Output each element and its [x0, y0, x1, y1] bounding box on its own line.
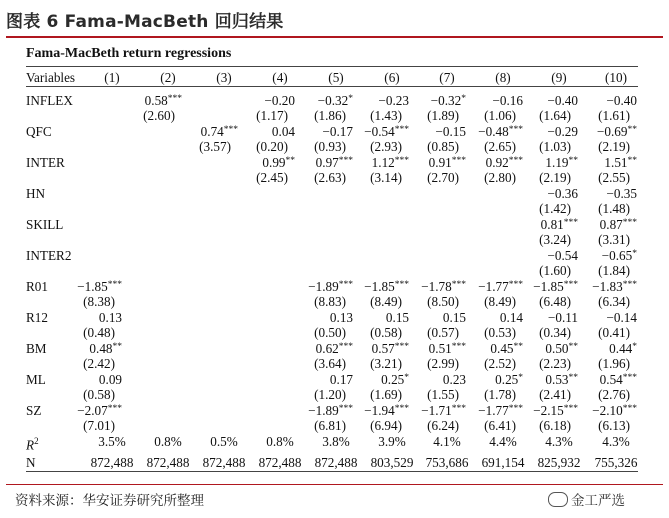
coefficient-cell: −0.16	[492, 93, 523, 108]
coefficient-cell: 0.53**	[545, 372, 578, 387]
figure-title: 图表 6 Fama-MacBeth 回归结果	[6, 12, 284, 32]
t-stat-cell: (2.80)	[484, 170, 516, 185]
coefficient-cell: 0.74***	[200, 124, 238, 139]
t-stat-cell: (0.58)	[83, 387, 115, 402]
coefficient-cell: 0.23	[442, 372, 466, 387]
coefficient-cell: −0.32*	[317, 93, 353, 108]
t-stat-cell: (2.45)	[256, 170, 288, 185]
row-label: ML	[26, 372, 46, 387]
coefficient-cell: 0.92***	[485, 155, 523, 170]
coefficient-cell: −0.54	[547, 248, 578, 263]
coefficient-cell: 0.45**	[490, 341, 523, 356]
source-note: 资料来源：华安证券研究所整理	[15, 493, 204, 509]
r2-cell: 3.5%	[98, 434, 126, 449]
coefficient-cell: −0.14	[606, 310, 637, 325]
coefficient-cell: −1.85***	[533, 279, 578, 294]
r2-cell: 3.9%	[378, 434, 406, 449]
r2-cell: 4.3%	[545, 434, 573, 449]
coefficient-cell: 0.25*	[495, 372, 523, 387]
t-stat-cell: (2.93)	[370, 139, 402, 154]
coefficient-cell: −1.77***	[478, 403, 523, 418]
coefficient-cell: 0.87***	[599, 217, 637, 232]
table-title: Fama-MacBeth return regressions	[26, 46, 232, 61]
column-header: (6)	[384, 70, 400, 85]
n-cell: 753,686	[425, 455, 469, 470]
coefficient-cell: −1.85***	[77, 279, 122, 294]
column-header-variables: Variables	[26, 70, 76, 85]
coefficient-cell: −0.65*	[601, 248, 637, 263]
coefficient-cell: −0.40	[606, 93, 637, 108]
watermark-text: 金工严选	[571, 493, 625, 509]
coefficient-cell: 0.25*	[381, 372, 409, 387]
t-stat-cell: (1.06)	[484, 108, 516, 123]
t-stat-cell: (1.64)	[539, 108, 571, 123]
row-label: R12	[26, 310, 48, 325]
coefficient-cell: −0.36	[547, 186, 578, 201]
coefficient-cell: 0.57***	[371, 341, 409, 356]
t-stat-cell: (0.34)	[539, 325, 571, 340]
t-stat-cell: (6.18)	[539, 418, 571, 433]
figure-header	[0, 0, 669, 37]
r2-label: $R^2$	[26, 436, 39, 453]
coefficient-cell: −1.85***	[364, 279, 409, 294]
coefficient-cell: 0.99**	[262, 155, 295, 170]
coefficient-cell: −0.20	[264, 93, 295, 108]
t-stat-cell: (1.55)	[427, 387, 459, 402]
coefficient-cell: 0.15	[442, 310, 466, 325]
t-stat-cell: (1.43)	[370, 108, 402, 123]
t-stat-cell: (0.48)	[83, 325, 115, 340]
t-stat-cell: (2.42)	[83, 356, 115, 371]
coefficient-cell: 0.50**	[545, 341, 578, 356]
t-stat-cell: (3.24)	[539, 232, 571, 247]
coefficient-cell: −0.54***	[364, 124, 409, 139]
n-label: N	[26, 455, 36, 470]
column-header: (2)	[160, 70, 176, 85]
t-stat-cell: (2.65)	[484, 139, 516, 154]
coefficient-cell: 0.97***	[315, 155, 353, 170]
t-stat-cell: (8.50)	[427, 294, 459, 309]
coefficient-cell: 0.13	[329, 310, 353, 325]
n-cell: 872,488	[146, 455, 190, 470]
wechat-icon	[548, 492, 568, 507]
coefficient-cell: −0.69**	[596, 124, 637, 139]
r2-cell: 0.5%	[210, 434, 238, 449]
coefficient-cell: −1.89***	[308, 279, 353, 294]
column-header: (7)	[439, 70, 455, 85]
coefficient-cell: 0.17	[329, 372, 353, 387]
t-stat-cell: (0.93)	[314, 139, 346, 154]
coefficient-cell: 0.14	[499, 310, 523, 325]
t-stat-cell: (2.76)	[598, 387, 630, 402]
t-stat-cell: (2.23)	[539, 356, 571, 371]
table-top-rule	[26, 66, 638, 67]
t-stat-cell: (2.70)	[427, 170, 459, 185]
coefficient-cell: −1.94***	[364, 403, 409, 418]
t-stat-cell: (1.60)	[539, 263, 571, 278]
t-stat-cell: (8.49)	[370, 294, 402, 309]
t-stat-cell: (3.31)	[598, 232, 630, 247]
t-stat-cell: (1.42)	[539, 201, 571, 216]
column-header: (8)	[495, 70, 511, 85]
row-label: QFC	[26, 124, 52, 139]
t-stat-cell: (3.21)	[370, 356, 402, 371]
r2-superscript: 2	[34, 436, 39, 446]
t-stat-cell: (2.63)	[314, 170, 346, 185]
t-stat-cell: (2.52)	[484, 356, 516, 371]
t-stat-cell: (1.61)	[598, 108, 630, 123]
coefficient-cell: 0.04	[271, 124, 295, 139]
t-stat-cell: (8.38)	[83, 294, 115, 309]
t-stat-cell: (6.24)	[427, 418, 459, 433]
r2-cell: 4.4%	[489, 434, 517, 449]
row-label: SZ	[26, 403, 42, 418]
t-stat-cell: (2.55)	[598, 170, 630, 185]
t-stat-cell: (3.14)	[370, 170, 402, 185]
coefficient-cell: −0.11	[547, 310, 578, 325]
n-cell: 755,326	[594, 455, 638, 470]
r2-cell: 4.3%	[602, 434, 630, 449]
t-stat-cell: (0.20)	[256, 139, 288, 154]
coefficient-cell: −0.15	[435, 124, 466, 139]
coefficient-cell: −2.15***	[533, 403, 578, 418]
t-stat-cell: (1.48)	[598, 201, 630, 216]
t-stat-cell: (1.78)	[484, 387, 516, 402]
t-stat-cell: (6.81)	[314, 418, 346, 433]
coefficient-cell: 1.12***	[371, 155, 409, 170]
coefficient-cell: −0.17	[322, 124, 353, 139]
coefficient-cell: −1.71***	[421, 403, 466, 418]
t-stat-cell: (8.49)	[484, 294, 516, 309]
t-stat-cell: (2.60)	[143, 108, 175, 123]
t-stat-cell: (6.41)	[484, 418, 516, 433]
column-header: (10)	[605, 70, 627, 85]
r2-cell: 4.1%	[433, 434, 461, 449]
t-stat-cell: (0.85)	[427, 139, 459, 154]
t-stat-cell: (1.69)	[370, 387, 402, 402]
coefficient-cell: −0.29	[547, 124, 578, 139]
coefficient-cell: 0.58***	[144, 93, 182, 108]
coefficient-cell: −2.07***	[77, 403, 122, 418]
t-stat-cell: (0.58)	[370, 325, 402, 340]
coefficient-cell: −1.77***	[478, 279, 523, 294]
coefficient-cell: −1.83***	[592, 279, 637, 294]
coefficient-cell: −0.48***	[478, 124, 523, 139]
coefficient-cell: −0.32*	[430, 93, 466, 108]
t-stat-cell: (3.64)	[314, 356, 346, 371]
table-bottom-rule	[26, 471, 638, 472]
coefficient-cell: 0.81***	[540, 217, 578, 232]
row-label: HN	[26, 186, 46, 201]
coefficient-cell: −1.89***	[308, 403, 353, 418]
t-stat-cell: (1.20)	[314, 387, 346, 402]
header-divider	[6, 36, 663, 38]
n-cell: 825,932	[537, 455, 581, 470]
column-header: (1)	[104, 70, 120, 85]
row-label: R01	[26, 279, 48, 294]
column-header: (5)	[328, 70, 344, 85]
r2-cell: 0.8%	[266, 434, 294, 449]
coefficient-cell: 1.51**	[604, 155, 637, 170]
t-stat-cell: (2.99)	[427, 356, 459, 371]
t-stat-cell: (6.94)	[370, 418, 402, 433]
column-header: (3)	[216, 70, 232, 85]
coefficient-cell: −2.10***	[592, 403, 637, 418]
row-label: BM	[26, 341, 47, 356]
t-stat-cell: (0.57)	[427, 325, 459, 340]
n-cell: 872,488	[90, 455, 134, 470]
coefficient-cell: 0.44*	[609, 341, 637, 356]
t-stat-cell: (1.86)	[314, 108, 346, 123]
r2-cell: 0.8%	[154, 434, 182, 449]
n-cell: 872,488	[314, 455, 358, 470]
t-stat-cell: (2.19)	[539, 170, 571, 185]
coefficient-cell: 0.48**	[89, 341, 122, 356]
r2-cell: 3.8%	[322, 434, 350, 449]
t-stat-cell: (0.53)	[484, 325, 516, 340]
t-stat-cell: (6.34)	[598, 294, 630, 309]
coefficient-cell: −0.40	[547, 93, 578, 108]
column-header: (4)	[272, 70, 288, 85]
n-cell: 872,488	[202, 455, 246, 470]
t-stat-cell: (6.48)	[539, 294, 571, 309]
coefficient-cell: 0.62***	[315, 341, 353, 356]
row-label: INTER2	[26, 248, 72, 263]
coefficient-cell: 0.09	[98, 372, 122, 387]
t-stat-cell: (1.84)	[598, 263, 630, 278]
coefficient-cell: 0.91***	[428, 155, 466, 170]
footer-divider	[6, 484, 663, 485]
n-cell: 803,529	[370, 455, 414, 470]
coefficient-cell: 1.19**	[545, 155, 578, 170]
t-stat-cell: (2.19)	[598, 139, 630, 154]
n-cell: 691,154	[481, 455, 525, 470]
t-stat-cell: (0.41)	[598, 325, 630, 340]
row-label: INFLEX	[26, 93, 73, 108]
coefficient-cell: −0.35	[606, 186, 637, 201]
coefficient-cell: 0.13	[98, 310, 122, 325]
n-cell: 872,488	[258, 455, 302, 470]
coefficient-cell: 0.51***	[428, 341, 466, 356]
coefficient-cell: 0.15	[385, 310, 409, 325]
coefficient-cell: −1.78***	[421, 279, 466, 294]
t-stat-cell: (0.50)	[314, 325, 346, 340]
t-stat-cell: (1.96)	[598, 356, 630, 371]
coefficient-cell: −0.23	[378, 93, 409, 108]
column-header: (9)	[551, 70, 567, 85]
row-label: SKILL	[26, 217, 64, 232]
t-stat-cell: (7.01)	[83, 418, 115, 433]
t-stat-cell: (1.03)	[539, 139, 571, 154]
watermark	[548, 489, 625, 509]
t-stat-cell: (8.83)	[314, 294, 346, 309]
t-stat-cell: (1.89)	[427, 108, 459, 123]
t-stat-cell: (3.57)	[199, 139, 231, 154]
row-label: INTER	[26, 155, 65, 170]
t-stat-cell: (1.17)	[256, 108, 288, 123]
table-header-rule	[26, 86, 638, 87]
t-stat-cell: (6.13)	[598, 418, 630, 433]
coefficient-cell: 0.54***	[599, 372, 637, 387]
t-stat-cell: (2.41)	[539, 387, 571, 402]
